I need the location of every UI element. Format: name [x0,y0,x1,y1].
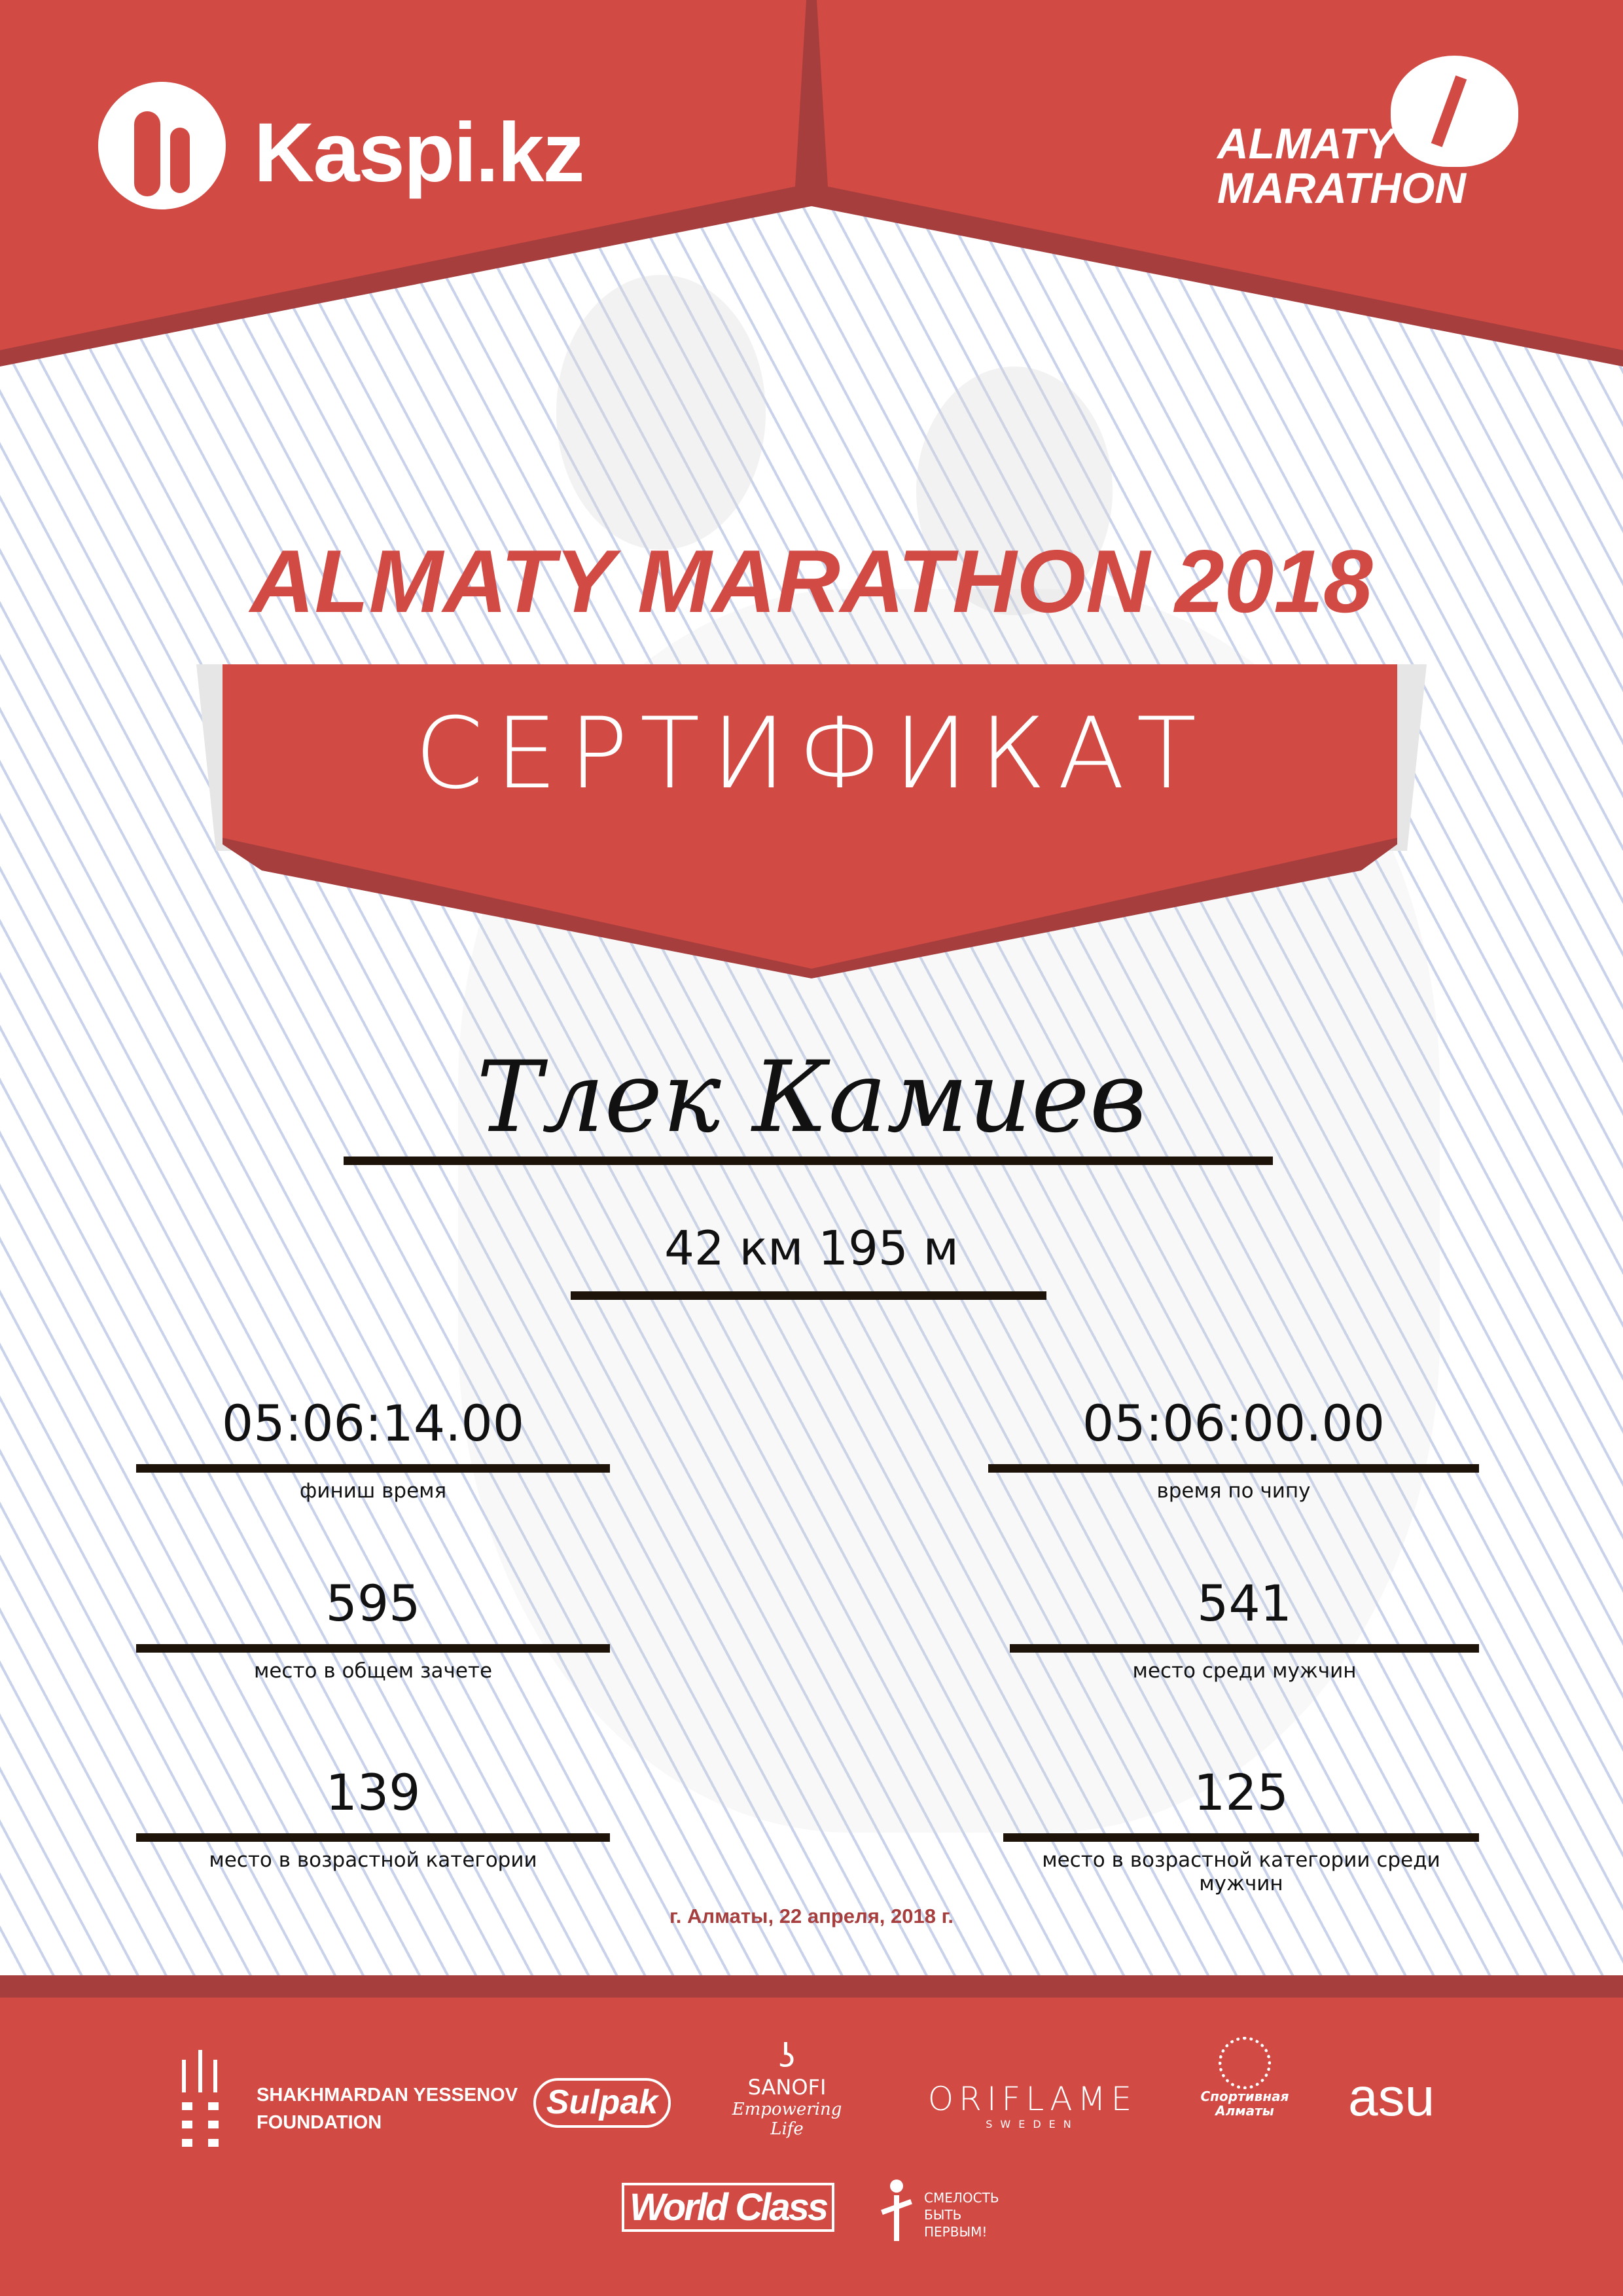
result-finish-time [136,1394,610,1503]
yessenov-logo-icon [182,2050,220,2155]
result-rule [1010,1644,1479,1653]
footer-stripe [0,1975,1623,1999]
result-men-place [1010,1574,1479,1683]
sport-almaty-logo [1199,2037,1291,2118]
result-men-age-place [1003,1763,1479,1895]
smelost-line2: БЫТЬ [924,2207,962,2223]
logo-line2: MARATHON [1217,164,1467,212]
smelost-line3: ПЕРВЫМ! [924,2224,988,2240]
asu-logo: asu [1348,2068,1435,2127]
oriflame-name: ORIFLAME [927,2080,1137,2118]
sanofi-tagline: Empowering Life [732,2100,842,2139]
result-rule [136,1464,610,1473]
kaspi-logo-icon [98,82,226,209]
almaty-marathon-logo [1217,121,1466,210]
sport-almaty-line1: Спортивная [1200,2089,1289,2104]
oriflame-sub: SWEDEN [986,2118,1079,2130]
result-label: время по чипу [1156,1479,1311,1503]
result-value: 139 [325,1763,421,1821]
yessenov-line2: FOUNDATION [257,2112,382,2133]
result-rule [136,1644,610,1653]
sport-almaty-line2: Алматы [1215,2103,1274,2119]
result-value: 05:06:14.00 [221,1394,525,1452]
sanofi-name: SANOFI [747,2075,827,2100]
smelost-runner-icon [877,2172,916,2244]
result-value: 05:06:00.00 [1082,1394,1385,1452]
result-rule [1003,1833,1479,1842]
distance-underline [571,1291,1046,1300]
result-value: 541 [1196,1574,1293,1632]
event-title: ALMATY MARATHON 2018 [250,531,1373,631]
result-label: место в общем зачете [253,1659,493,1683]
distance: 42 км 195 м [664,1221,959,1276]
result-chip-time [988,1394,1479,1503]
sanofi-bird-icon: ʖ [778,2037,796,2075]
result-rule [136,1833,610,1842]
certificate-heading: СЕРТИФИКАТ [414,697,1209,811]
sport-almaty-emblem-icon [1219,2037,1271,2089]
result-rule [988,1464,1479,1473]
kaspi-logo-text: Kaspi.kz [254,106,584,200]
result-label: финиш время [299,1479,447,1503]
sulpak-logo: Sulpak [533,2078,671,2128]
sanofi-logo [726,2037,847,2139]
result-label: место в возрастной категории [209,1848,537,1872]
participant-name: Тлек Камиев [476,1041,1147,1155]
issue-date: г. Алматы, 22 апреля, 2018 г. [669,1905,954,1928]
smelost-logo-text [924,2189,999,2240]
smelost-line1: СМЕЛОСТЬ [924,2190,999,2206]
result-label: место среди мужчин [1132,1659,1357,1683]
name-underline [344,1157,1273,1165]
logo-line1: ALMATY [1217,119,1395,168]
yessenov-line1: SHAKHMARDAN YESSENOV [257,2085,518,2106]
oriflame-logo [923,2080,1142,2130]
result-label: место в возрастной категории среди мужчин [1042,1848,1440,1895]
result-value: 595 [325,1574,421,1632]
result-age-place [136,1763,610,1872]
result-value: 125 [1193,1763,1289,1821]
result-overall-place [136,1574,610,1683]
yessenov-logo-text [257,2081,518,2136]
world-class-logo: World Class [622,2183,834,2232]
